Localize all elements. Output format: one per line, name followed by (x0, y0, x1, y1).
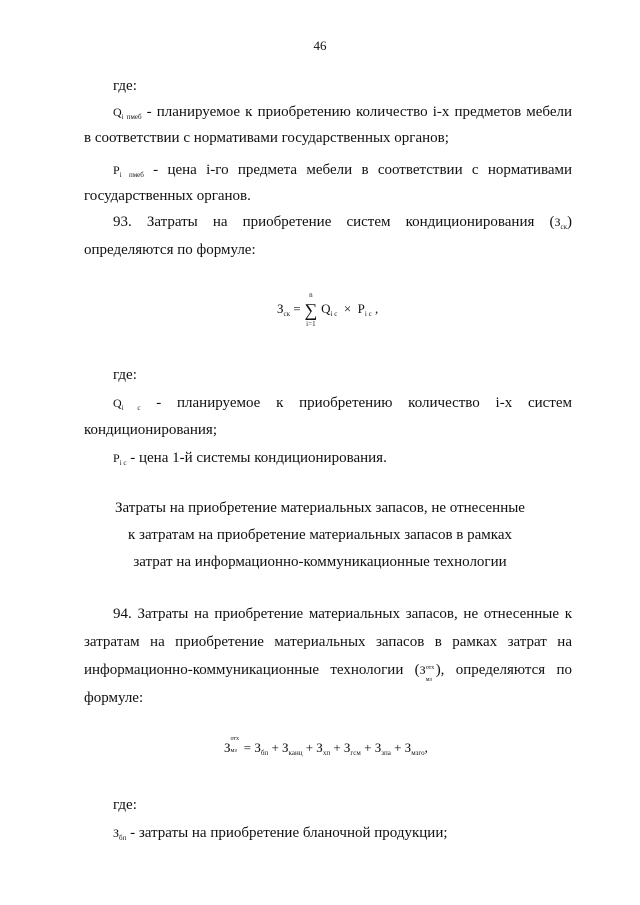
formula-term: $З_{бп}$ + (254, 740, 279, 757)
formula-term: $З_{канц}$ + (282, 740, 314, 757)
p-furniture-variable: $P_{i пмеб}$ (113, 163, 144, 179)
item-93-paragraph-cont: определяются по формуле: (84, 242, 256, 258)
q-furniture-variable: $Q_{i пмеб}$ (113, 105, 142, 121)
q-conditioning-text: - планируемое к приобретению количество i-х систем (156, 395, 573, 411)
formula-term: $З_{хп}$ + (316, 740, 341, 757)
p-conditioning-text: - цена 1-й системы кондиционирования. (130, 450, 387, 466)
where-label-93: где: (113, 367, 137, 383)
definition-p-conditioning (113, 448, 572, 468)
item-94-paragraph: 94. Затраты на приобретение материальных запасов, не отнесенные к (113, 606, 572, 622)
definition-q-furniture-cont: в соответствии с нормативами государственных органов; (84, 130, 449, 146)
section-heading-line-2: к затратам на приобретение материальных запасов в рамках (128, 527, 512, 543)
section-heading-line-1: Затраты на приобретение материальных запасов, не отнесенные (115, 500, 525, 516)
item-93-paragraph (113, 212, 572, 232)
item-94-paragraph-cont-1: затратам на приобретение материальных запасов в рамках затрат на (84, 634, 572, 650)
formula-conditioning: $З_{ск}$ = n ∑ i=1 $Q_{i с} \times P_{i с}$ , (277, 291, 379, 328)
formula-term: $З_{зпа}$ + (374, 740, 402, 757)
formula-term: $З_{гсм}$ + (343, 740, 372, 757)
definition-q-conditioning (113, 393, 572, 413)
definition-q-conditioning-cont: кондиционирования; (84, 422, 217, 438)
p-furniture-text: - цена i-го предмета мебели в соответствии с нормативами (153, 162, 573, 178)
section-heading-line-3: затрат на информационно-коммуникационные технологии (133, 554, 507, 570)
definition-q-furniture (113, 102, 572, 122)
q-conditioning-variable: $Q_{i с}$ (113, 396, 141, 412)
definition-z-forms (113, 823, 572, 843)
z-forms-text: - затраты на приобретение бланочной продукции; (130, 825, 448, 841)
item-94-text-tail: определяются по (455, 662, 573, 678)
page-number: 46 (313, 38, 327, 53)
item-93-variable: $(З_{ск})$ (549, 214, 572, 231)
sum-sign: n ∑ i=1 (304, 291, 318, 328)
item-93-text: 93. Затраты на приобретение систем кондиционирования (113, 214, 535, 230)
definition-p-furniture (113, 160, 572, 180)
item-94-text: информационно-коммуникационные технологии (84, 662, 404, 678)
formula-term: $З_{мзго}$, (404, 740, 428, 757)
item-94-paragraph-cont-3: формуле: (84, 690, 144, 706)
item-94-variable: (З отх мз ), (414, 662, 445, 683)
where-label: где: (113, 78, 137, 94)
z-forms-variable: $З_{бп}$ (113, 826, 127, 842)
item-94-paragraph-cont-2 (84, 660, 573, 683)
definition-p-furniture-cont: государственных органов. (84, 188, 251, 204)
formula-material-stocks: З отх мз = $З_{бп} + З_{канц} + З_{хп} + З_{гсм} + З_{зпа} + З_{мзго}$, (224, 736, 428, 757)
where-label-94: где: (113, 797, 137, 813)
q-furniture-text: - планируемое к приобретению количество i-х предметов мебели (146, 104, 573, 120)
p-conditioning-variable: $P_{i с}$ (113, 451, 127, 467)
